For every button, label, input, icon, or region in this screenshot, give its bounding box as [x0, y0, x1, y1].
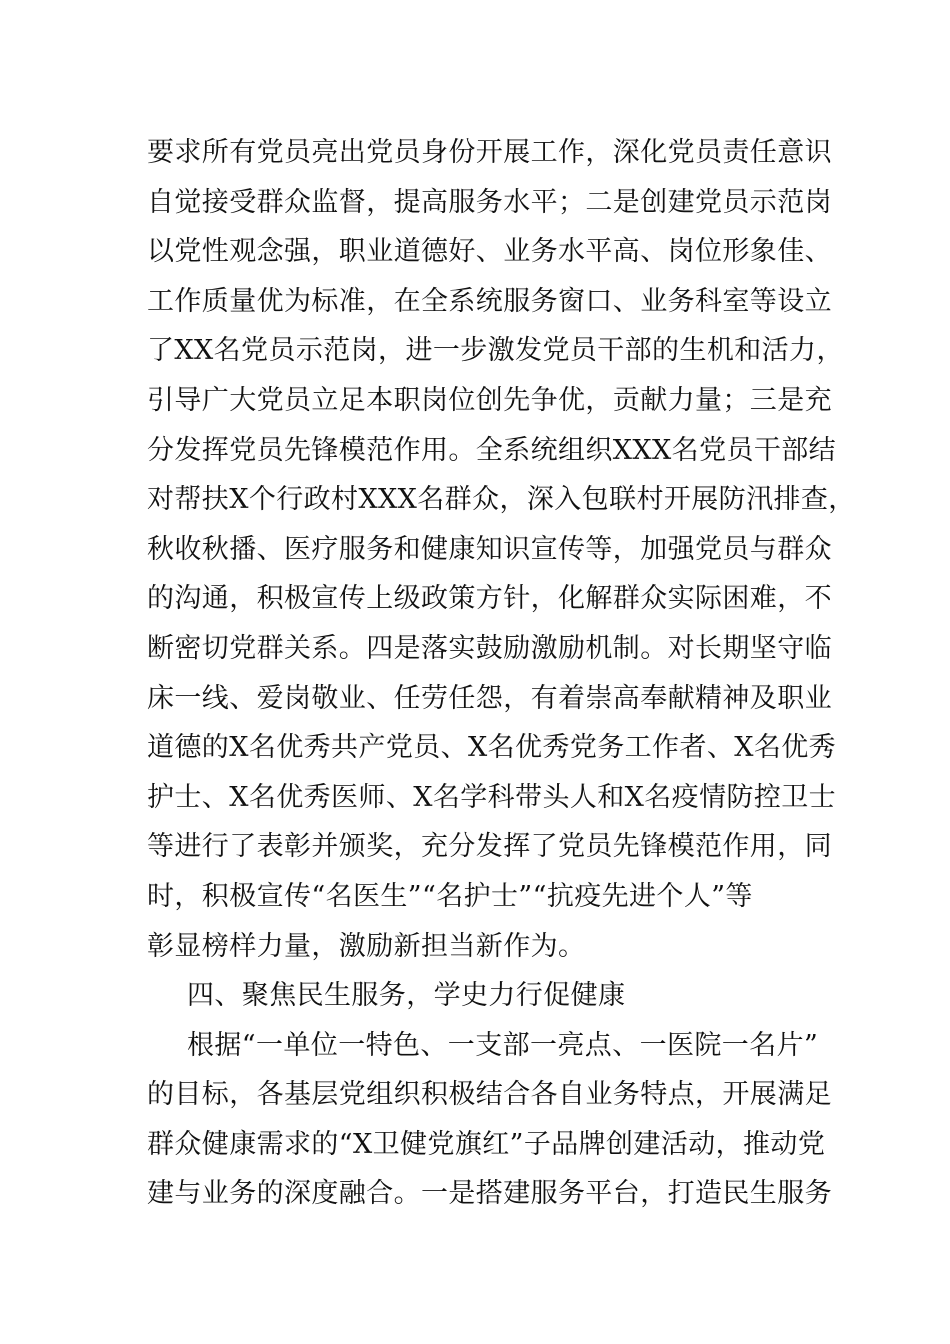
- paragraph-first-line: 根据“一单位一特色、一支部一亮点、一医院一名片”: [187, 1029, 819, 1061]
- text-line: 了XX名党员示范岗，进一步激发党员干部的生机和活力，: [147, 335, 844, 367]
- text-line: 护士、X名优秀医师、X名学科带头人和X名疫情防控卫士: [147, 781, 837, 813]
- text-line: 秋收秋播、医疗服务和健康知识宣传等，加强党员与群众: [147, 533, 832, 565]
- text-line: 分发挥党员先锋模范作用。全系统组织XXX名党员干部结: [147, 434, 837, 466]
- text-line: 以党性观念强，职业道德好、业务水平高、岗位形象佳、: [147, 236, 832, 268]
- text-line: 群众健康需求的“X卫健党旗红”子品牌创建活动，推动党: [147, 1128, 826, 1160]
- text-line: 对帮扶X个行政村XXX名群众，深入包联村开展防汛排查，: [147, 484, 856, 516]
- text-line: 时，积极宣传“名医生”“名护士”“抗疫先进个人”等: [147, 880, 753, 912]
- text-line: 等进行了表彰并颁奖，充分发挥了党员先锋模范作用，同: [147, 831, 832, 863]
- document-body: [147, 128, 856, 1219]
- text-line: 建与业务的深度融合。一是搭建服务平台，打造民生服务: [147, 1178, 832, 1210]
- section-heading: 四、聚焦民生服务，学史力行促健康: [187, 980, 626, 1012]
- text-line: 工作质量优为标准，在全系统服务窗口、业务科室等设立: [147, 285, 832, 317]
- text-line: 要求所有党员亮出党员身份开展工作，深化党员责任意识: [147, 137, 832, 168]
- text-line: 彰显榜样力量，激励新担当新作为。: [147, 930, 586, 962]
- text-line: 的目标，各基层党组织积极结合各自业务特点，开展满足: [147, 1079, 832, 1111]
- text-line: 道德的X名优秀共产党员、X名优秀党务工作者、X名优秀: [147, 732, 837, 764]
- text-line: 床一线、爱岗敬业、任劳任怨，有着崇高奉献精神及职业: [147, 682, 832, 714]
- text-line: 断密切党群关系。四是落实鼓励激励机制。对长期坚守临: [147, 632, 832, 664]
- text-line: 引导广大党员立足本职岗位创先争优，贡献力量；三是充: [147, 384, 832, 416]
- text-line: 自觉接受群众监督，提高服务水平；二是创建党员示范岗: [147, 186, 832, 218]
- text-line: 的沟通，积极宣传上级政策方针，化解群众实际困难，不: [147, 583, 832, 615]
